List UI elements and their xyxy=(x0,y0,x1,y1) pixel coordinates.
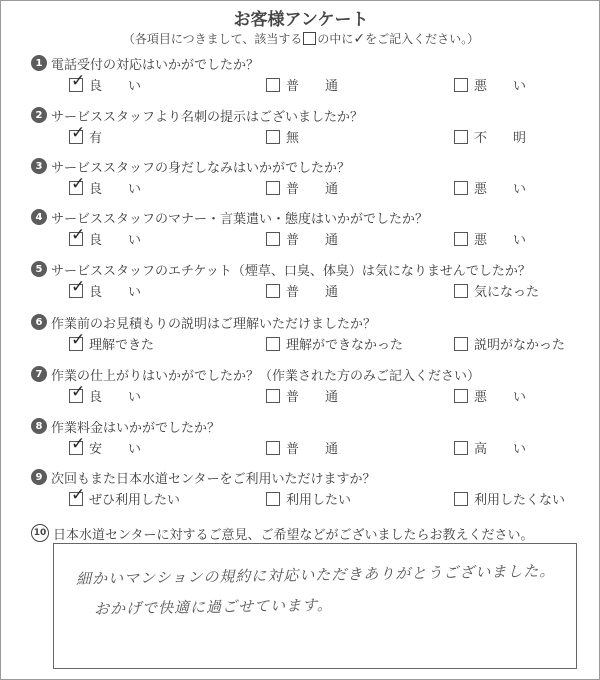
option-label: 悪 い xyxy=(474,390,527,405)
checkbox-checked[interactable] xyxy=(69,381,86,403)
question-text: 日本水道センターに対するご意見、ご希望などがございましたらお教えください。 xyxy=(53,527,534,543)
question-text: サービススタッフのマナー・言葉遣い・態度はいかがでしたか？ xyxy=(51,211,429,227)
option-1[interactable] xyxy=(69,433,142,457)
checkbox-unchecked[interactable] xyxy=(454,492,468,506)
question-text: 次回もまた日本水道センターをご利用いただけますか？ xyxy=(51,471,376,487)
question-text: サービススタッフの身だしなみはいかがでしたか？ xyxy=(51,160,351,176)
option-1[interactable] xyxy=(69,484,181,508)
option-2[interactable] xyxy=(266,334,403,353)
option-2[interactable] xyxy=(266,386,338,405)
option-label: 理解ができなかった xyxy=(286,338,404,353)
question-number-badge: 9 xyxy=(31,469,47,485)
comment-textarea[interactable] xyxy=(53,543,577,669)
option-label: ぜひ利用したい xyxy=(89,493,181,508)
checkmark-icon: ✓ xyxy=(71,70,86,91)
option-3[interactable] xyxy=(454,386,526,405)
option-2[interactable] xyxy=(266,489,351,508)
instruction-text-1: （各項目につきまして、該当する xyxy=(122,32,303,46)
question-9 xyxy=(31,467,591,509)
checkbox-unchecked[interactable] xyxy=(266,181,280,195)
option-1[interactable] xyxy=(69,329,155,353)
checkbox-unchecked[interactable] xyxy=(454,78,468,92)
checkmark-icon: ✓ xyxy=(71,173,86,194)
question-text: サービススタッフのエチケット（煙草、口臭、体臭）は気になりませんでしたか？ xyxy=(51,263,531,279)
checkbox-unchecked[interactable] xyxy=(266,78,280,92)
question-number-badge: 5 xyxy=(31,261,47,277)
checkbox-unchecked[interactable] xyxy=(454,441,468,455)
option-2[interactable] xyxy=(266,229,338,248)
checkbox-unchecked[interactable] xyxy=(454,284,468,298)
option-label: 良 い xyxy=(89,390,142,405)
option-label: 利用したくない xyxy=(474,493,566,508)
option-3[interactable] xyxy=(454,75,526,94)
option-2[interactable] xyxy=(266,75,338,94)
handwritten-comment-line-2: おかげで快適に過ごせています。 xyxy=(93,595,333,619)
checkbox-unchecked[interactable] xyxy=(266,389,280,403)
checkbox-unchecked[interactable] xyxy=(266,284,280,298)
option-1[interactable] xyxy=(69,70,142,94)
option-1[interactable] xyxy=(69,224,142,248)
question-7 xyxy=(31,364,591,406)
question-3 xyxy=(31,156,591,198)
option-label: 不 明 xyxy=(474,131,527,146)
option-2[interactable] xyxy=(266,127,299,146)
instruction-text-2: の中に xyxy=(317,32,354,46)
checkbox-checked[interactable] xyxy=(69,173,86,195)
question-number-badge: 8 xyxy=(31,418,47,434)
checkbox-checked[interactable] xyxy=(69,122,86,144)
option-label: 良 い xyxy=(89,79,142,94)
question-6 xyxy=(31,312,591,354)
option-label: 普 通 xyxy=(286,285,339,300)
checkmark-icon: ✓ xyxy=(71,433,86,454)
checkbox-checked[interactable] xyxy=(69,329,86,351)
option-label: 高 い xyxy=(474,442,527,457)
instruction-line xyxy=(1,30,600,47)
checkmark-icon: ✓ xyxy=(71,122,86,143)
checkmark-icon: ✓ xyxy=(71,329,86,350)
option-1[interactable] xyxy=(69,122,103,146)
checkbox-checked[interactable] xyxy=(69,276,86,298)
checkbox-unchecked[interactable] xyxy=(266,337,280,351)
option-label: 良 い xyxy=(89,285,142,300)
checkbox-sample-icon xyxy=(303,32,316,45)
question-text: 作業料金はいかがでしたか？ xyxy=(51,420,221,436)
option-3[interactable] xyxy=(454,489,565,508)
question-number-badge: 2 xyxy=(31,107,47,123)
question-10 xyxy=(31,523,591,543)
checkbox-unchecked[interactable] xyxy=(454,337,468,351)
option-3[interactable] xyxy=(454,229,526,248)
option-label: 理解できた xyxy=(89,338,155,353)
option-label: 普 通 xyxy=(286,390,339,405)
option-label: 悪 い xyxy=(474,182,527,197)
checkbox-unchecked[interactable] xyxy=(454,389,468,403)
option-1[interactable] xyxy=(69,276,142,300)
checkmark-icon: ✓ xyxy=(71,484,86,505)
checkmark-icon: ✓ xyxy=(71,276,86,297)
option-label: 有 xyxy=(89,131,103,146)
question-number-badge: 1 xyxy=(31,55,47,71)
question-text: サービススタッフより名刺の提示はございましたか？ xyxy=(51,109,364,125)
question-8 xyxy=(31,416,591,458)
option-label: 良 い xyxy=(89,182,142,197)
option-1[interactable] xyxy=(69,173,142,197)
option-label: 説明がなかった xyxy=(474,338,566,353)
question-text: 電話受付の対応はいかがでしたか？ xyxy=(51,57,260,73)
checkmark-icon: ✓ xyxy=(71,224,86,245)
checkbox-unchecked[interactable] xyxy=(266,130,280,144)
handwritten-comment-line-1: 細かいマンションの規約に対応いただきありがとうございました。 xyxy=(75,561,556,589)
option-label: 普 通 xyxy=(286,79,339,94)
checkbox-unchecked[interactable] xyxy=(454,181,468,195)
question-number-badge: 3 xyxy=(31,158,47,174)
question-text: 作業の仕上がりはいかがでしたか？（作業された方のみご記入ください） xyxy=(51,368,481,384)
question-2 xyxy=(31,105,591,147)
option-3[interactable] xyxy=(454,334,565,353)
option-label: 無 xyxy=(286,131,300,146)
instruction-text-3: をご記入ください。） xyxy=(365,32,480,46)
checkbox-unchecked[interactable] xyxy=(266,492,280,506)
option-2[interactable] xyxy=(266,281,338,300)
option-label: 普 通 xyxy=(286,233,339,248)
checkbox-unchecked[interactable] xyxy=(454,130,468,144)
option-label: 悪 い xyxy=(474,79,527,94)
question-number-badge: 7 xyxy=(31,366,47,382)
checkbox-checked[interactable] xyxy=(69,70,86,92)
option-label: 利用したい xyxy=(286,493,352,508)
checkbox-unchecked[interactable] xyxy=(266,441,280,455)
page-title: お客様アンケート xyxy=(233,10,369,30)
option-label: 普 通 xyxy=(286,182,339,197)
checkbox-checked[interactable] xyxy=(69,433,86,455)
question-4 xyxy=(31,207,591,249)
question-5 xyxy=(31,259,591,301)
option-label: 悪 い xyxy=(474,233,527,248)
option-label: 気になった xyxy=(474,285,540,300)
option-label: 安 い xyxy=(89,442,142,457)
question-number-badge: 10 xyxy=(31,524,49,542)
check-sample-icon: ✓ xyxy=(353,31,366,47)
checkmark-icon: ✓ xyxy=(71,381,86,402)
option-3[interactable] xyxy=(454,178,526,197)
question-number-badge: 6 xyxy=(31,314,47,330)
checkbox-unchecked[interactable] xyxy=(454,232,468,246)
option-label: 普 通 xyxy=(286,442,339,457)
option-2[interactable] xyxy=(266,178,338,197)
option-3[interactable] xyxy=(454,127,526,146)
option-2[interactable] xyxy=(266,438,338,457)
checkbox-checked[interactable] xyxy=(69,484,86,506)
question-1 xyxy=(31,53,591,95)
option-label: 良 い xyxy=(89,233,142,248)
question-number-badge: 4 xyxy=(31,209,47,225)
question-text: 作業前のお見積もりの説明はご理解いただけましたか？ xyxy=(51,316,377,332)
option-3[interactable] xyxy=(454,438,526,457)
checkbox-checked[interactable] xyxy=(69,224,86,246)
checkbox-unchecked[interactable] xyxy=(266,232,280,246)
option-3[interactable] xyxy=(454,281,539,300)
option-1[interactable] xyxy=(69,381,142,405)
